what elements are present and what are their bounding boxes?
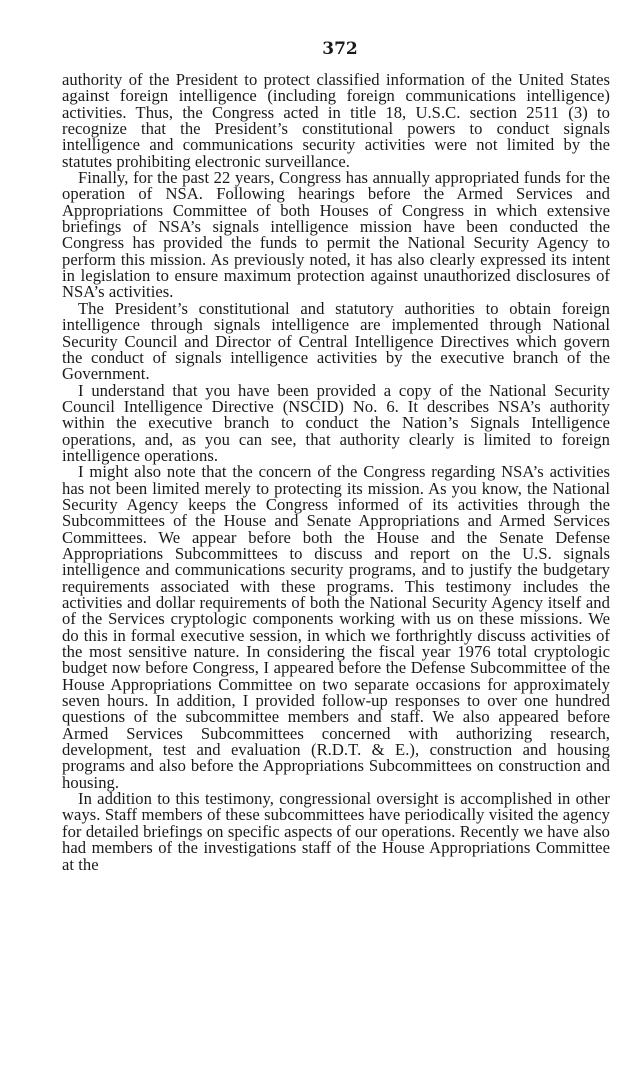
paragraph-appropriations: Finally, for the past 22 years, Congress has annually appropriated funds for the operation of NSA. Following hearings before the Armed Services and Appropriations Committee of both Houses of Congress in which extensive briefings of NSA’s signals intelligence mission have been conducted the Congress has provided the funds to permit the National Security Agency to perform this mission. As previously noted, it has also clearly expressed its intent in legislation to ensure maximum protection against unauthorized disclosures of NSA’s activities. (62, 168, 610, 302)
paragraph-authorities: The President’s constitutional and statutory authorities to obtain foreign intelligence through signals intelligence are implemented through National Security Council and Director of Central Intelligence Directives which govern the conduct of signals intelligence activities by the executive branch of the Government. (62, 298, 610, 384)
document-page (62, 38, 610, 873)
paragraph-congress-concern: I might also note that the concern of the Congress regarding NSA’s activities has not been limited merely to protecting its mission. As you know, the National Security Agency keeps the Congress informed of its activities through the Subcommittees of the House and Senate Appropriations and Armed Services Committees. We appear before both the House and the Senate Defense Appropriations Subcommittees to discuss and report on the U.S. signals intelligence and communications security programs, and to justify the budgetary requirements associated with these programs. This testimony includes the activities and dollar requirements of both the National Security Agency itself and of the Services cryptologic components working with us on these missions. We do this in formal executive session, in which we forthrightly discuss activities of the most sensitive nature. In considering the fiscal year 1976 total cryptologic budget now before Congress, I appeared before the Defense Subcommittee of the House Appropriations Committee on two separate occasions for approximately seven hours. In addition, I provided follow-up responses to over one hundred questions of the subcommittee members and staff. We also appeared before Armed Services Subcommittees concerned with authorizing research, development, test and evaluation (R.D.T. & E.), construction and housing programs and also before the Appropriations Subcommittees on construction and housing. (62, 462, 610, 792)
paragraph-nscid: I understand that you have been provided a copy of the National Security Council Intelligence Directive (NSCID) No. 6. It describes NSA’s authority within the executive branch to conduct the Nation’s Signals Intelligence operations, and, as you can see, that authority clearly is limited to foreign intelligence operations. (62, 380, 610, 465)
paragraph-continuation: authority of the President to protect classified information of the United States against foreign intelligence (including foreign communications intelligence) activities. Thus, the Congress acted in title 18, U.S.C. section 2511 (3) to recognize that the President’s constitutional powers to conduct signals intelligence and communications security activities were not limited by the statutes prohibiting electronic surveillance. (62, 70, 610, 171)
paragraph-oversight: In addition to this testimony, congressional oversight is accomplished in other ways. Staff members of these subcommittees have periodically visited the agency for detailed briefings on specific aspects of our operations. Recently we have also had members of the investigations staff of the House Appropriations Committee at the (62, 789, 610, 874)
page-number: 372 (322, 39, 358, 59)
document-body (62, 72, 610, 873)
